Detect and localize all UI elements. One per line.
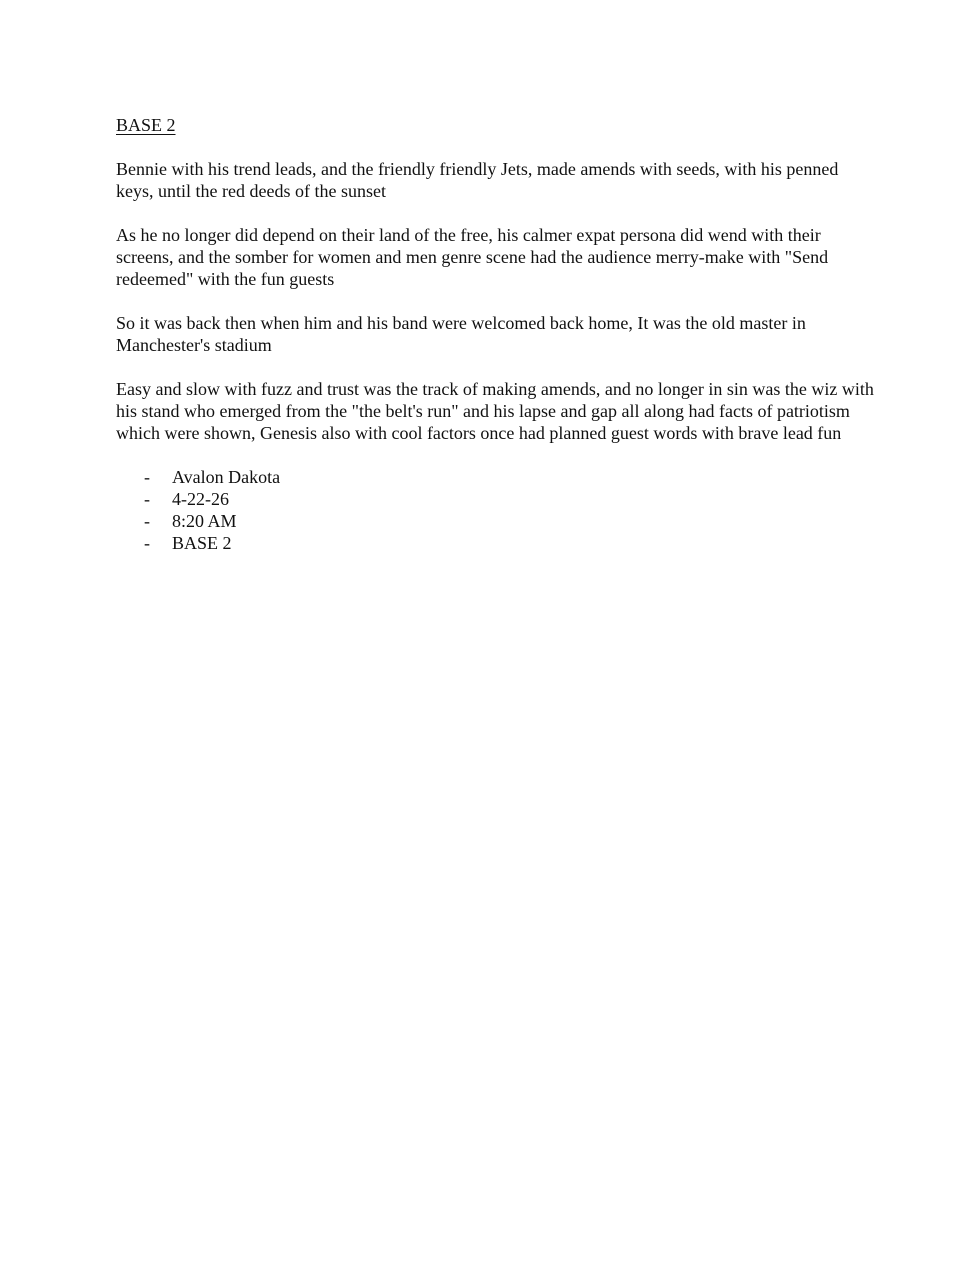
signature-date xyxy=(116,488,876,510)
document-title: BASE 2 xyxy=(116,115,176,135)
signature-base-text: BASE 2 xyxy=(172,533,232,553)
signature-time-text: 8:20 AM xyxy=(172,511,237,531)
signature-author xyxy=(116,466,876,488)
signature-time xyxy=(116,510,876,532)
dash-bullet: - xyxy=(144,489,150,509)
dash-bullet: - xyxy=(144,467,150,487)
document-body xyxy=(116,114,876,554)
paragraph-2: As he no longer did depend on their land of the free, his calmer expat persona did wend with their screens, and the somber for women and men genre scene had the audience merry-make with "Send redeemed" with the fun guests xyxy=(116,225,829,289)
signature-date-text: 4-22-26 xyxy=(172,489,229,509)
dash-bullet: - xyxy=(144,511,150,531)
paragraph-1: Bennie with his trend leads, and the friendly friendly Jets, made amends with seeds, with his penned keys, until the red deeds of the sunset xyxy=(116,159,839,201)
signature-list xyxy=(116,466,876,554)
paragraph-4: Easy and slow with fuzz and trust was the track of making amends, and no longer in sin was the wiz with his stand who emerged from the "the belt's run" and his lapse and gap all along had facts of patriotism which were shown, Genesis also with cool factors once had planned guest words with brave lead fun xyxy=(116,379,874,443)
dash-bullet: - xyxy=(144,533,150,553)
paragraph-3: So it was back then when him and his band were welcomed back home, It was the old master in Manchester's stadium xyxy=(116,313,806,355)
signature-author-text: Avalon Dakota xyxy=(172,467,281,487)
signature-base xyxy=(116,532,876,554)
